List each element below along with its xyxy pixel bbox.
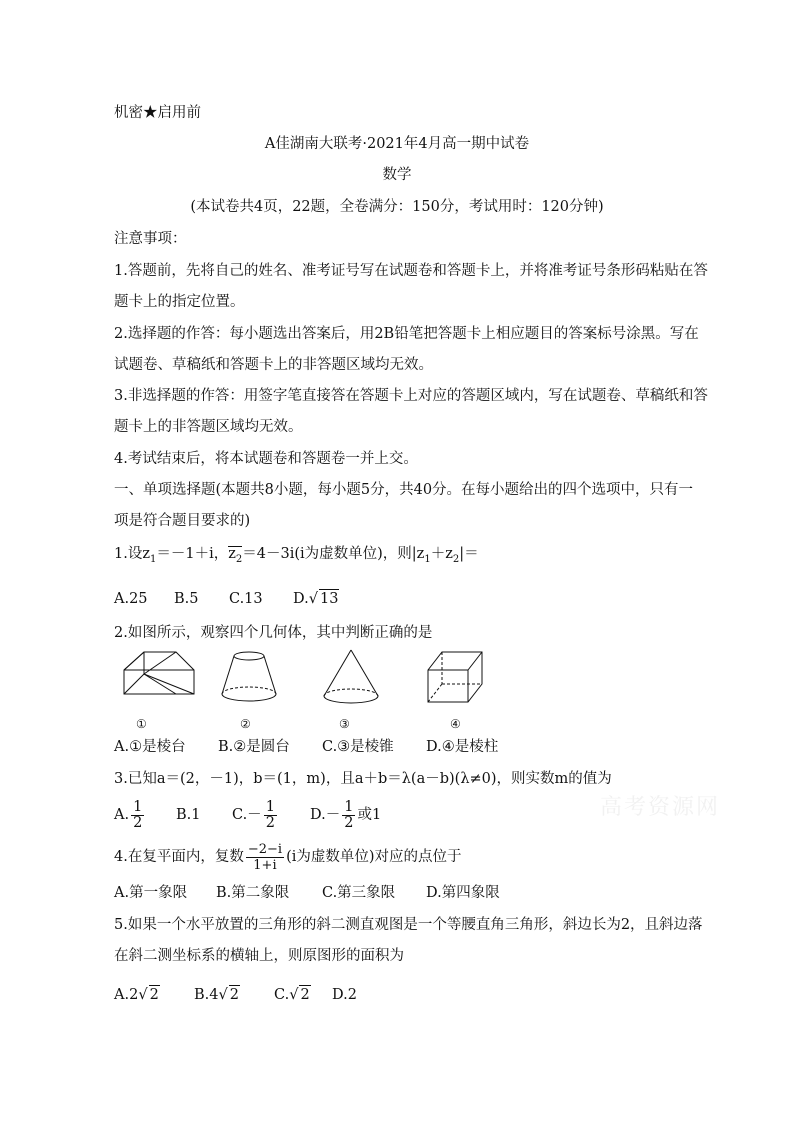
q3-option-c[interactable]: C.－ $\frac{1}{2}$ <box>232 798 275 831</box>
question-5-line-2: 在斜二测坐标系的横轴上，则原图形的面积为 <box>114 948 404 964</box>
q5-option-d[interactable]: D.2 <box>332 987 357 1003</box>
note-4: 4.考试结束后，将本试题卷和答题卷一并上交。 <box>114 451 418 467</box>
figure-1-frustum-solid <box>118 648 200 704</box>
fraction: $\frac{1}{2}$ <box>133 798 143 831</box>
exam-title: A佳湖南大联考·2021年4月高一期中试卷 <box>264 136 530 152</box>
question-2-stem: 2.如图所示，观察四个几何体，其中判断正确的是 <box>114 625 433 641</box>
watermark: 高考资源网 <box>600 795 721 820</box>
q2-option-b[interactable]: B.②是圆台 <box>218 739 290 755</box>
q3-option-d[interactable]: D.－ $\frac{1}{2}$ 或1 <box>310 798 382 831</box>
fraction: $\frac{1}{2}$ <box>265 798 275 831</box>
section-1-heading-line-1: 一、单项选择题(本题共8小题，每小题5分，共40分。在每小题给出的四个选项中，只有一 <box>114 482 694 498</box>
question-1-options <box>114 589 339 608</box>
question-2-options <box>114 738 498 756</box>
figure-4-prism <box>424 648 488 708</box>
question-4-stem: 4.在复平面内，复数 $\frac{-2-i}{1+i}$ (i为虚数单位)对应的点位于 <box>114 841 462 873</box>
q4-option-c[interactable]: C.第三象限 <box>322 885 396 901</box>
conjugate-bar: $z_2$ <box>228 546 243 565</box>
figure-3-cone <box>320 648 382 708</box>
q5-option-b[interactable]: B.4√ 2 <box>194 987 239 1003</box>
fraction: $\frac{1}{2}$ <box>344 798 354 831</box>
note-1-line-2: 题卡上的指定位置。 <box>114 294 245 310</box>
exam-info: (本试卷共4页，22题，全卷满分：150分，考试用时：120分钟) <box>190 199 604 215</box>
q1-option-a[interactable]: A.25 <box>114 591 148 607</box>
q1-option-b[interactable]: B.5 <box>174 591 199 607</box>
question-5-options <box>114 985 357 1004</box>
question-3-stem: 3.已知a＝(2，－1)，b＝(1，m)，且a＋b＝λ(a－b)(λ≠0)，则实数m的值为 <box>114 771 612 787</box>
note-2-line-1: 2.选择题的作答：每小题选出答案后，用2B铅笔把答题卡上相应题目的答案标号涂黑。写在 <box>114 326 699 342</box>
fraction: $\frac{-2-i}{1+i}$ <box>247 841 283 873</box>
note-3-line-1: 3.非选择题的作答：用签字笔直接答在答题卡上对应的答题区域内，写在试题卷、草稿纸和答 <box>114 388 708 404</box>
q5-option-a[interactable]: A.2√ 2 <box>114 987 159 1003</box>
q4-option-a[interactable]: A.第一象限 <box>114 885 188 901</box>
question-3-options <box>114 798 381 832</box>
q2-option-a[interactable]: A.①是棱台 <box>114 739 186 755</box>
figure-2-label: ② <box>240 717 251 731</box>
q1-option-c[interactable]: C.13 <box>229 591 263 607</box>
q2-option-d[interactable]: D.④是棱柱 <box>426 739 499 755</box>
q4-option-b[interactable]: B.第二象限 <box>216 885 290 901</box>
q1-option-d[interactable]: D.√ 13 <box>293 591 339 607</box>
confidential-label: 机密★启用前 <box>114 105 201 121</box>
figure-3-label: ③ <box>339 717 350 731</box>
question-4-options <box>114 884 500 902</box>
q3-option-b[interactable]: B.1 <box>176 807 201 823</box>
q5-option-c[interactable]: C.√ 2 <box>274 987 310 1003</box>
notes-heading: 注意事项： <box>114 231 187 247</box>
q2-option-c[interactable]: C.③是棱锥 <box>322 739 394 755</box>
note-3-line-2: 题卡上的非答题区域均无效。 <box>114 419 303 435</box>
subject-title: 数学 <box>382 167 412 183</box>
figure-4-label: ④ <box>450 717 461 731</box>
figure-1-label: ① <box>136 717 147 731</box>
q3-option-a[interactable]: A. $\frac{1}{2}$ <box>114 798 143 831</box>
note-1-line-1: 1.答题前，先将自己的姓名、准考证号写在试题卷和答题卡上，并将准考证号条形码粘贴在答 <box>114 263 708 279</box>
q4-option-d[interactable]: D.第四象限 <box>426 885 500 901</box>
question-1-stem: 1.设$z_1=-1+i$，$z_2=4-3i(i$为虚数单位)，则$|z_1+z_2|=$ <box>114 546 479 565</box>
figure-2-truncated-cone <box>218 648 280 706</box>
note-2-line-2: 试题卷、草稿纸和答题卡上的非答题区域均无效。 <box>114 357 433 373</box>
question-5-line-1: 5.如果一个水平放置的三角形的斜二测直观图是一个等腰直角三角形，斜边长为2，且斜边落 <box>114 917 703 933</box>
section-1-heading-line-2: 项是符合题目要求的) <box>114 513 251 529</box>
